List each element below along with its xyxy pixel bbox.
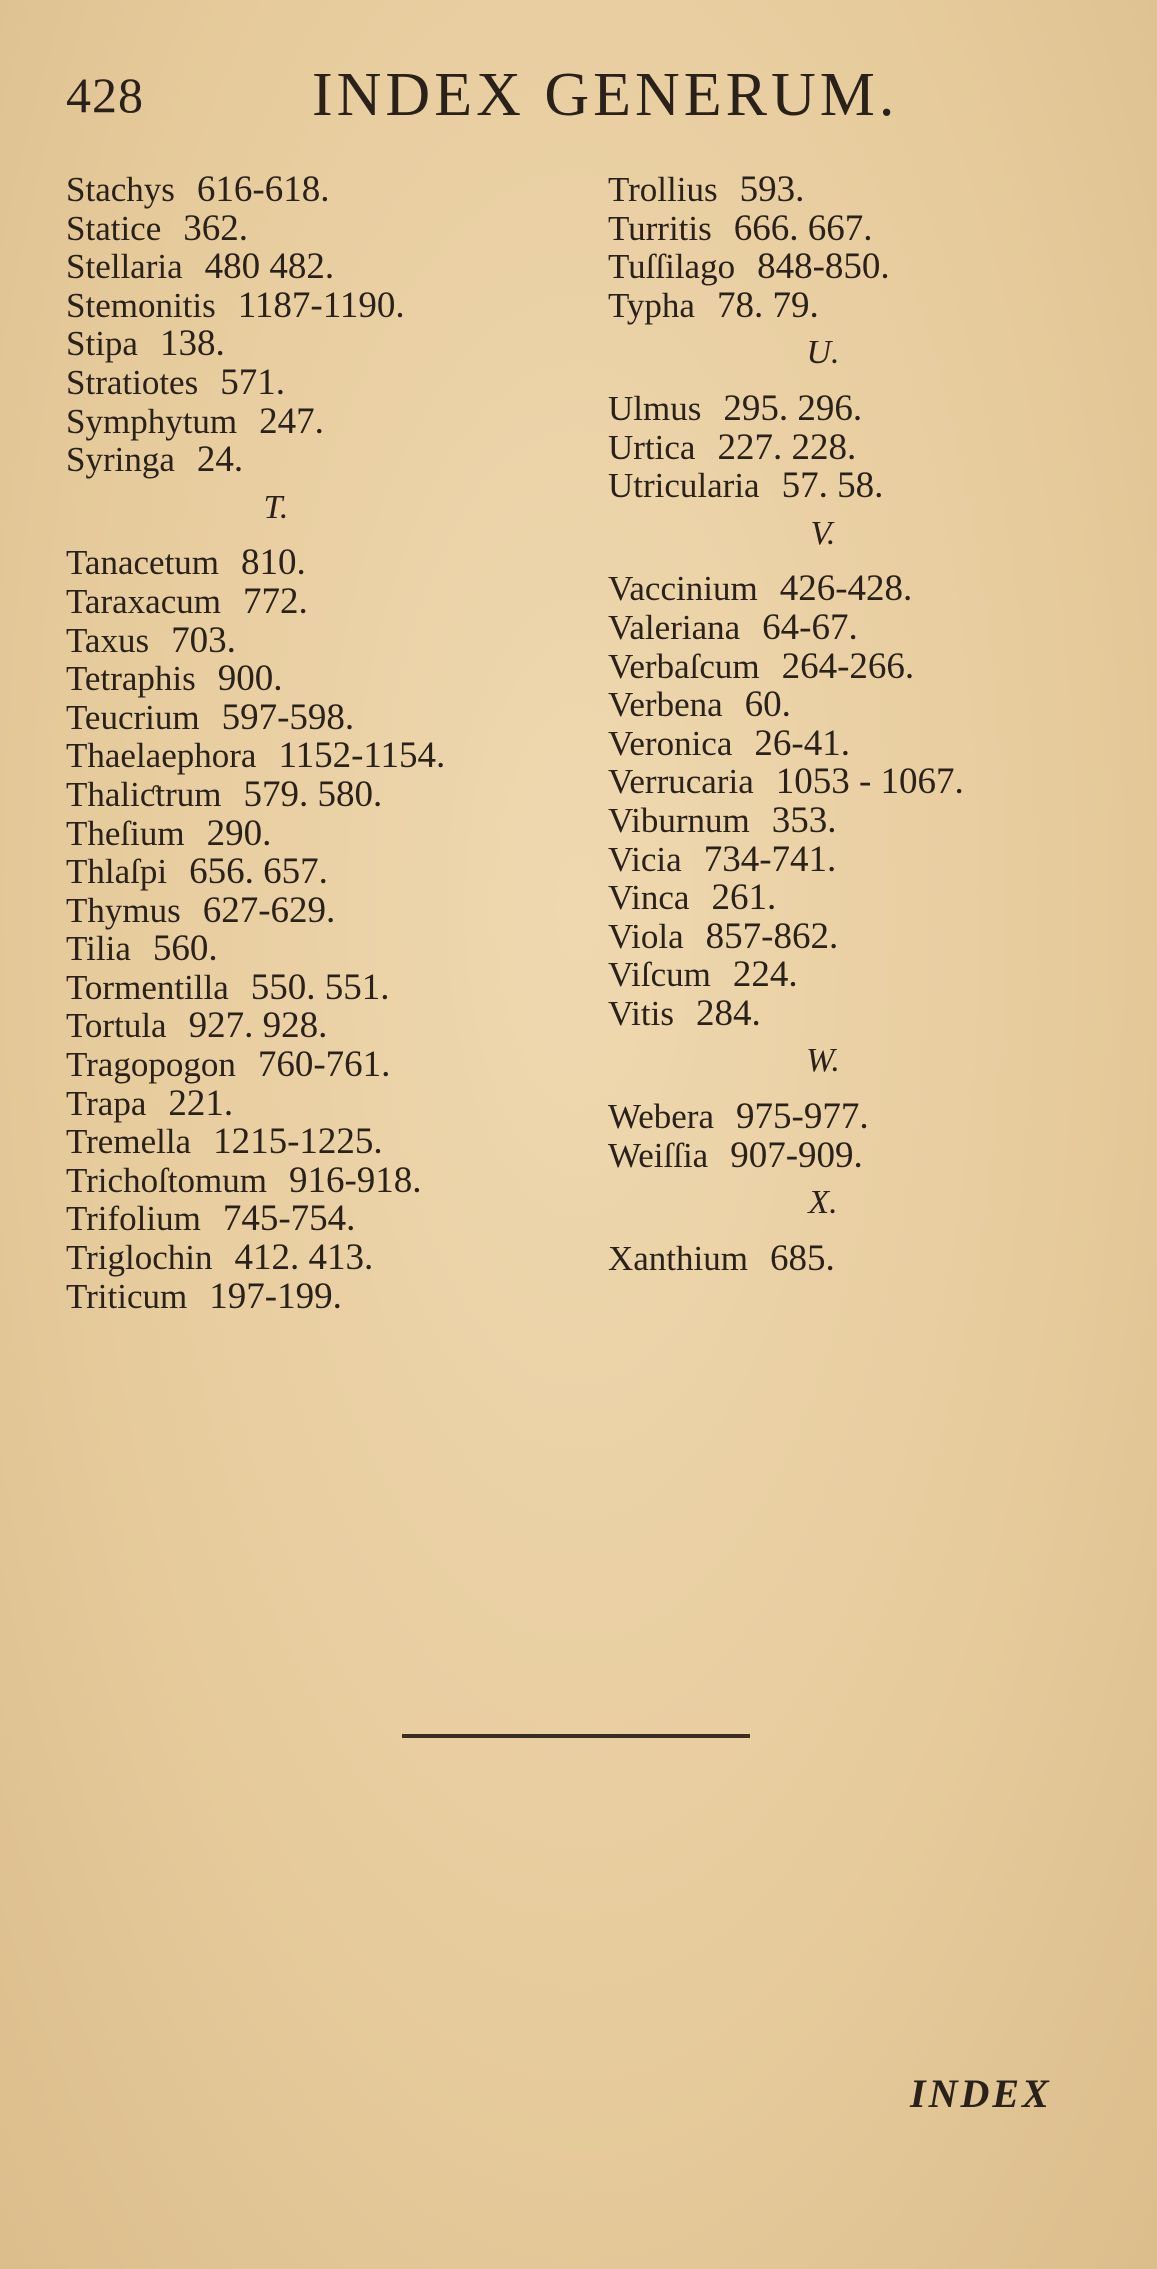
page-reference: 734-741. <box>703 838 837 880</box>
index-entry <box>66 580 586 622</box>
index-entry <box>608 168 1128 210</box>
index-entry <box>66 889 586 931</box>
page-reference: 927. 928. <box>188 1005 328 1047</box>
genus-name: Vitis <box>608 993 674 1033</box>
genus-name: Stemonitis <box>66 285 216 325</box>
index-entry <box>608 387 1128 429</box>
entries-t <box>66 541 586 1317</box>
index-entry <box>66 1236 586 1279</box>
section-letter-u: U. <box>806 334 840 372</box>
page-reference: 1187-1190. <box>237 284 405 326</box>
genus-name: Tortula <box>66 1006 167 1046</box>
index-entry <box>608 426 1128 468</box>
page-reference: 290. <box>206 812 272 854</box>
entries-x <box>608 1237 1128 1279</box>
index-entry <box>608 992 1128 1034</box>
page-reference: 916-918. <box>288 1159 422 1201</box>
genus-name: Taxus <box>66 620 150 660</box>
page-reference: 426-428. <box>779 568 913 610</box>
index-entry <box>66 284 586 326</box>
page-reference: 560. <box>152 928 218 970</box>
page-reference: 975-977. <box>736 1096 869 1138</box>
page-reference: 1152-1154. <box>278 735 446 777</box>
index-entry <box>608 876 1128 919</box>
page-reference: 295. 296. <box>723 387 863 429</box>
genus-name: Taraxacum <box>66 581 221 621</box>
index-entry <box>608 567 1128 610</box>
genus-name: Stellaria <box>66 247 183 287</box>
page-reference: 810. <box>241 542 306 584</box>
closing-rule <box>402 1734 750 1738</box>
page-reference: 857-862. <box>705 915 839 957</box>
index-entry <box>66 619 586 661</box>
running-title: INDEX GENERUM. <box>312 61 899 129</box>
index-entry <box>608 1134 1128 1176</box>
page-reference: 579. 580. <box>243 773 383 815</box>
index-entry <box>66 1120 586 1163</box>
index-entry <box>66 322 586 365</box>
index-entry <box>608 683 1128 726</box>
index-entry <box>66 168 586 210</box>
page-reference: 221. <box>168 1082 234 1124</box>
section-letter-v: V. <box>810 514 836 552</box>
genus-name: Xanthium <box>608 1238 748 1278</box>
page-reference: 571. <box>220 361 285 403</box>
page-reference: 24. <box>196 439 244 481</box>
page-reference: 685. <box>769 1237 835 1279</box>
index-entry <box>66 850 586 893</box>
genus-name: Tuſſilago <box>608 247 736 287</box>
genus-name: Viola <box>608 916 684 956</box>
index-entry <box>66 1197 586 1240</box>
index-entry <box>66 1043 586 1086</box>
genus-name: Weiſſia <box>608 1135 709 1175</box>
page-reference: 900. <box>217 658 283 700</box>
page-reference: 772. <box>242 580 308 622</box>
page-reference: 362. <box>183 207 248 249</box>
genus-name: Verbaſcum <box>608 646 760 686</box>
genus-name: Verbena <box>608 685 723 725</box>
page-reference: 78. 79. <box>716 284 819 326</box>
entries-u <box>608 387 1128 507</box>
genus-name: Trichoſtomum <box>66 1160 267 1200</box>
genus-name: Trapa <box>66 1083 147 1123</box>
section-letter-x: X. <box>808 1184 838 1222</box>
entries-t-continued <box>608 168 1128 326</box>
genus-name: Stachys <box>66 170 175 209</box>
page-reference: 848-850. <box>757 246 890 288</box>
page-reference: 227. 228. <box>717 426 857 468</box>
page-reference: 1053 - 1067. <box>775 761 964 803</box>
index-entry <box>66 966 586 1008</box>
page-reference: 1215-1225. <box>213 1121 383 1163</box>
page-reference: 26-41. <box>754 722 850 764</box>
page-reference: 284. <box>695 992 761 1034</box>
genus-name: Syringa <box>66 440 175 480</box>
genus-name: Trollius <box>608 170 718 209</box>
index-entry <box>66 773 586 815</box>
genus-name: Stipa <box>66 324 138 364</box>
page-reference: 60. <box>744 684 791 726</box>
page-reference: 597-598. <box>221 696 355 738</box>
page-reference: 616-618. <box>196 169 330 210</box>
index-entry <box>66 1275 586 1317</box>
genus-name: Utricularia <box>608 466 760 506</box>
left-index-column <box>66 168 586 1317</box>
page-header <box>0 60 1157 130</box>
page-reference: 197-199. <box>209 1275 342 1317</box>
index-entry <box>608 245 1128 288</box>
page-reference: 907-909. <box>730 1134 863 1176</box>
genus-name: Triglochin <box>66 1238 213 1278</box>
page-reference: 760-761. <box>257 1044 391 1086</box>
page-reference: 593. <box>739 169 805 210</box>
genus-name: Ulmus <box>608 388 702 428</box>
entries-w <box>608 1095 1128 1176</box>
genus-name: Tetraphis <box>66 659 196 699</box>
genus-name: Thlaſpi <box>66 852 168 892</box>
genus-name: Urtica <box>608 427 696 467</box>
index-entry <box>66 734 586 777</box>
page-reference: 247. <box>259 400 324 442</box>
page-reference: 703. <box>171 619 236 661</box>
genus-name: Thymus <box>66 890 181 930</box>
page-reference: 224. <box>732 954 798 996</box>
genus-name: Tilia <box>66 929 131 969</box>
index-entry <box>608 799 1128 841</box>
page-reference: 261. <box>711 877 777 919</box>
page-reference: 264-266. <box>781 645 915 687</box>
index-entry <box>608 760 1128 803</box>
page-reference: 353. <box>771 799 837 841</box>
page-number: 428 <box>66 67 144 123</box>
genus-name: Tanacetum <box>66 543 220 583</box>
index-entry <box>608 838 1128 880</box>
index-entry <box>66 696 586 738</box>
index-entry <box>608 1237 1128 1279</box>
index-entry <box>608 953 1128 996</box>
page-reference: 64-67. <box>762 606 858 648</box>
page-reference: 745-754. <box>222 1198 356 1240</box>
page-reference: 627-629. <box>202 889 336 931</box>
genus-name: Theſium <box>66 813 185 853</box>
genus-name: Thaelaephora <box>66 736 257 776</box>
index-entry <box>66 245 586 288</box>
genus-name: Thaliƈtrum <box>66 774 222 814</box>
page-reference: 480 482. <box>204 246 335 288</box>
index-entry <box>66 207 586 249</box>
genus-name: Turritis <box>608 208 712 248</box>
genus-name: Trifolium <box>66 1199 201 1239</box>
section-letter-t: T. <box>263 488 289 526</box>
genus-name: Valeriana <box>608 607 741 647</box>
genus-name: Symphytum <box>66 401 238 441</box>
index-entry <box>608 722 1128 764</box>
index-entry <box>66 812 586 854</box>
index-entry <box>66 400 586 442</box>
page-reference: 666. 667. <box>733 207 873 249</box>
page-reference: 550. 551. <box>250 966 390 1008</box>
index-entry <box>66 1004 586 1047</box>
index-entry <box>66 438 586 481</box>
index-entry <box>66 541 586 584</box>
page-reference: 57. 58. <box>781 465 884 507</box>
genus-name: Vinca <box>608 878 690 918</box>
genus-name: Stratiotes <box>66 362 199 402</box>
genus-name: Tremella <box>66 1122 192 1162</box>
genus-name: Triticum <box>66 1276 188 1316</box>
genus-name: Typha <box>608 285 695 325</box>
entries-s <box>66 168 586 481</box>
genus-name: Verrucaria <box>608 762 754 802</box>
index-entry <box>66 1159 586 1201</box>
genus-name: Tormentilla <box>66 967 229 1007</box>
index-entry <box>66 361 586 403</box>
page-reference: 138. <box>159 323 225 365</box>
index-entry <box>608 464 1128 507</box>
index-entry <box>608 207 1128 249</box>
page-reference: 412. 413. <box>234 1237 374 1279</box>
genus-name: Teucrium <box>66 697 200 737</box>
index-entry <box>608 645 1128 687</box>
genus-name: Webera <box>608 1097 714 1137</box>
index-entry <box>608 1095 1128 1138</box>
genus-name: Viburnum <box>608 800 750 840</box>
genus-name: Tragopogon <box>66 1045 236 1085</box>
index-entry <box>66 657 586 700</box>
index-entry <box>608 915 1128 957</box>
genus-name: Veronica <box>608 723 733 763</box>
page-reference: 656. 657. <box>189 851 328 893</box>
index-entry <box>608 606 1128 648</box>
index-entry <box>608 284 1128 326</box>
genus-name: Vaccinium <box>608 569 758 609</box>
genus-name: Statice <box>66 208 162 248</box>
right-index-column <box>608 168 1128 1279</box>
section-letter-w: W. <box>806 1042 840 1080</box>
catchword: INDEX <box>910 2071 1052 2116</box>
index-entry <box>66 1082 586 1124</box>
genus-name: Vicia <box>608 839 682 879</box>
entries-v <box>608 567 1128 1034</box>
index-entry <box>66 927 586 970</box>
genus-name: Viſcum <box>608 955 711 995</box>
